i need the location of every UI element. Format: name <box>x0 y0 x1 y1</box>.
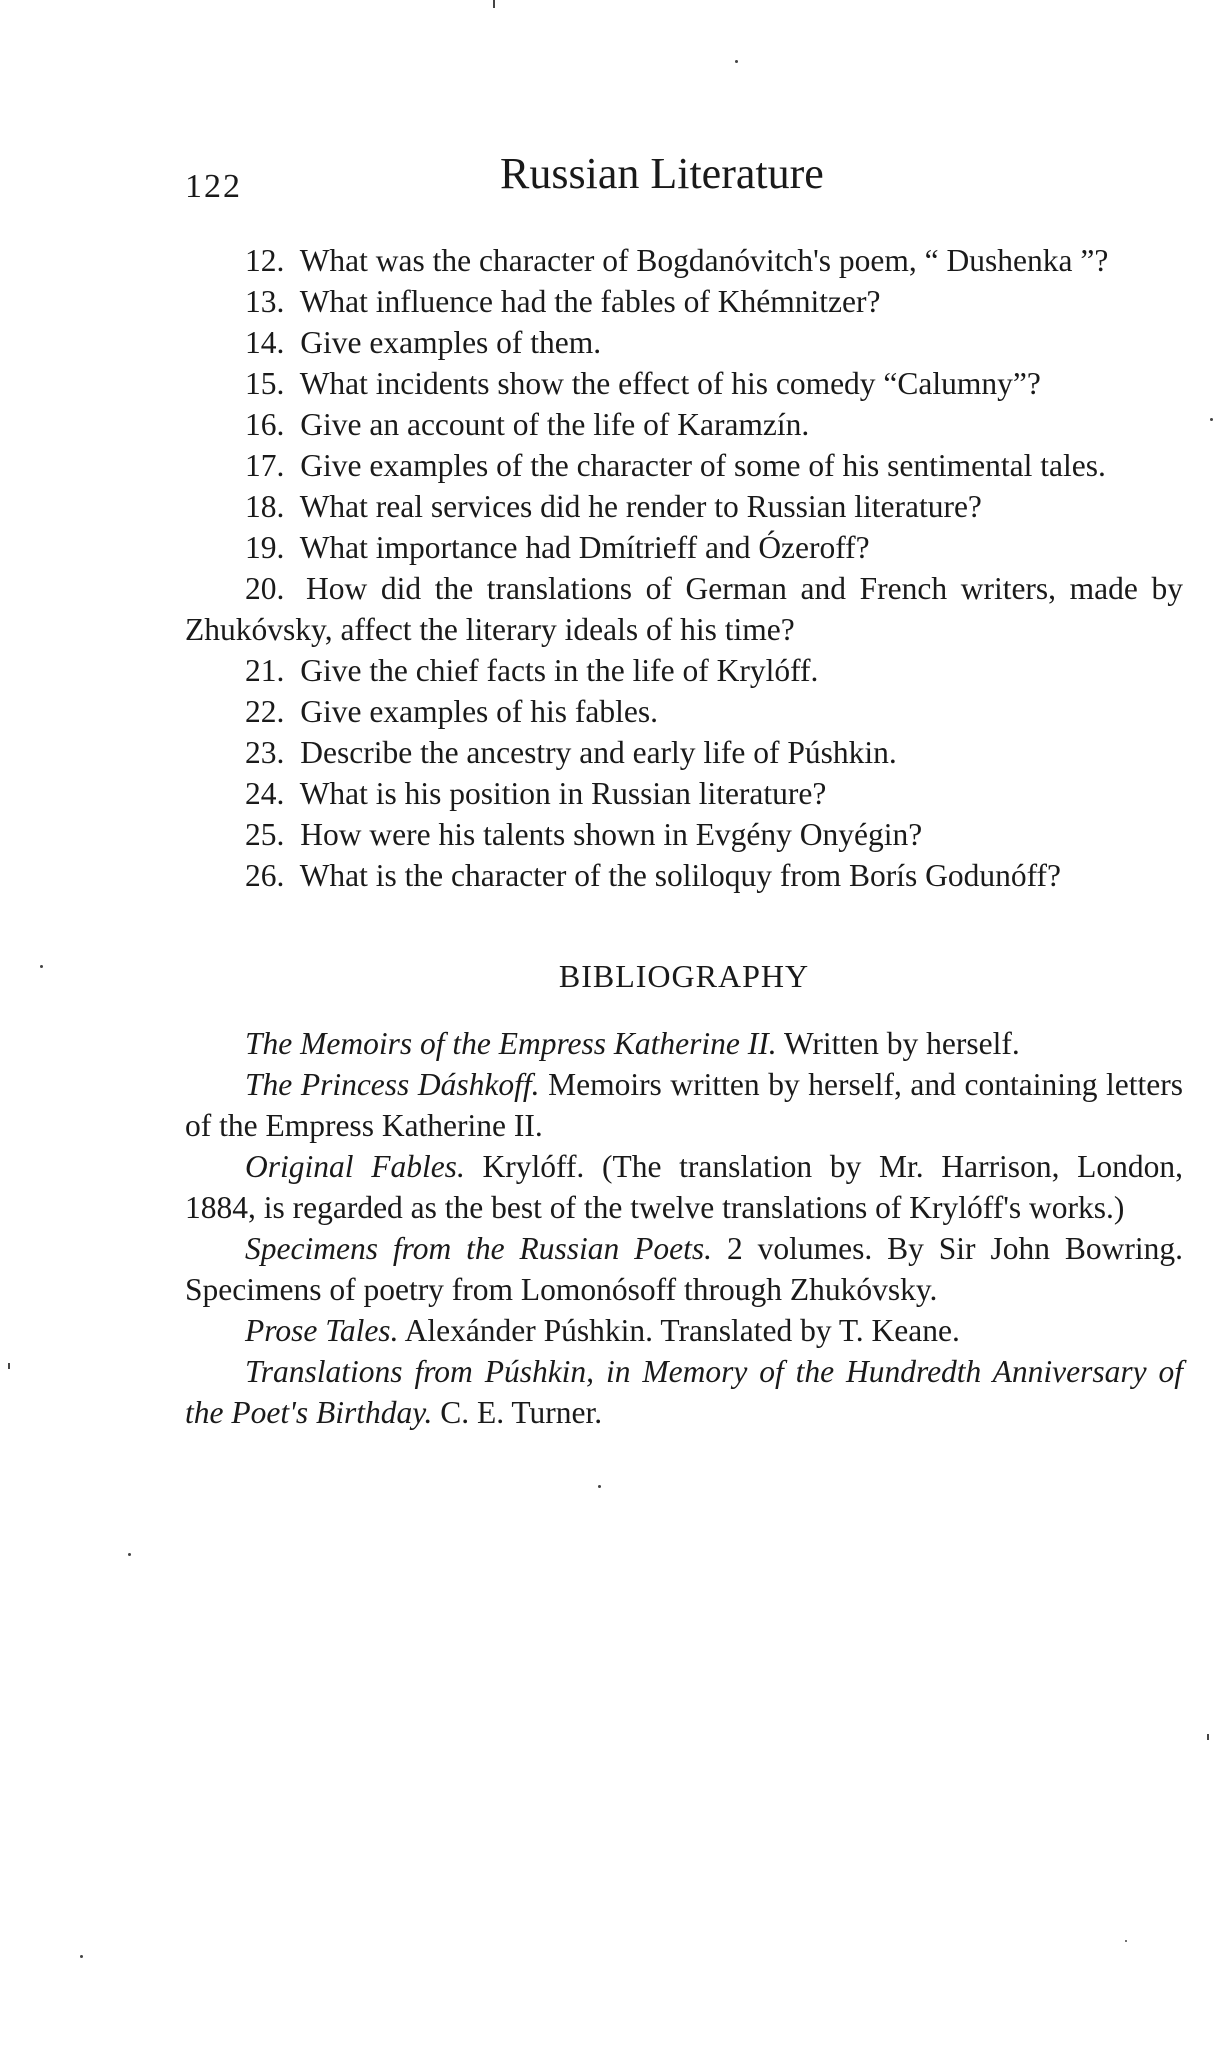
bibliography-title: The Memoirs of the Empress Katherine II. <box>245 1026 777 1061</box>
question-item <box>185 445 1183 486</box>
scan-speck <box>128 1553 131 1556</box>
bibliography-title: The Princess Dáshkoff. <box>245 1067 540 1102</box>
scan-speck <box>80 1955 83 1958</box>
bibliography-entry <box>185 1310 1183 1351</box>
question-text: What was the character of Bogdanóvitch's poem, “ Dushenka ”? <box>299 243 1109 278</box>
bibliography-entry <box>185 1351 1183 1433</box>
scan-speck <box>8 1363 10 1369</box>
question-text: How did the translations of German and French writers, made by Zhukóvsky, affect the literary ideals of his time? <box>185 571 1183 647</box>
question-item <box>185 855 1183 896</box>
question-number: 19. <box>245 530 285 565</box>
question-text: How were his talents shown in Evgény Onyégin? <box>300 817 923 852</box>
question-text: Give an account of the life of Karamzín. <box>300 407 810 442</box>
bibliography-note: Memoirs written by herself, and containing letters of the Empress Katherine II. <box>185 1067 1183 1143</box>
question-number: 25. <box>245 817 285 852</box>
bibliography-note: C. E. Turner. <box>440 1395 603 1430</box>
page-header <box>185 148 1185 218</box>
bibliography-entry <box>185 1023 1183 1064</box>
question-number: 21. <box>245 653 285 688</box>
bibliography-heading: BIBLIOGRAPHY <box>558 958 810 994</box>
question-number: 16. <box>245 407 285 442</box>
bibliography-entry <box>185 1064 1183 1146</box>
question-number: 24. <box>245 776 285 811</box>
question-text: Give examples of them. <box>300 325 602 360</box>
question-item <box>185 691 1183 732</box>
question-text: What is the character of the soliloquy from Borís Godunóff? <box>299 858 1062 893</box>
scan-speck <box>1210 418 1213 421</box>
question-item <box>185 486 1183 527</box>
scan-speck <box>735 60 738 63</box>
question-item <box>185 281 1183 322</box>
bibliography-note: Written by herself. <box>783 1026 1020 1061</box>
question-item <box>185 240 1183 281</box>
question-text: What influence had the fables of Khémnitzer? <box>299 284 881 319</box>
question-item <box>185 773 1183 814</box>
question-number: 12. <box>245 243 285 278</box>
question-item <box>185 568 1183 650</box>
question-number: 13. <box>245 284 285 319</box>
bibliography-title: Translations from Púshkin, in Memory of the Hundredth Anniversary of the Poet's Birthday. <box>185 1354 1183 1430</box>
question-number: 22. <box>245 694 285 729</box>
scan-speck <box>1207 1734 1209 1740</box>
scan-speck <box>40 965 43 968</box>
question-item <box>185 527 1183 568</box>
question-number: 26. <box>245 858 285 893</box>
question-number: 14. <box>245 325 285 360</box>
bibliography-note: Alexánder Púshkin. Translated by T. Keane. <box>404 1313 960 1348</box>
question-item <box>185 404 1183 445</box>
question-item <box>185 363 1183 404</box>
question-item <box>185 732 1183 773</box>
question-text: Describe the ancestry and early life of Púshkin. <box>300 735 897 770</box>
question-number: 23. <box>245 735 285 770</box>
bibliography-note: Krylóff. (The translation by Mr. Harrison, London, 1884, is regarded as the best of the twelve translations of Krylóff's works.) <box>185 1149 1184 1225</box>
question-text: What incidents show the effect of his comedy “Calumny”? <box>299 366 1041 401</box>
question-text: What is his position in Russian literature? <box>299 776 827 811</box>
question-number: 15. <box>245 366 285 401</box>
question-number: 18. <box>245 489 285 524</box>
question-text: Give examples of the character of some of his sentimental tales. <box>300 448 1106 483</box>
question-number: 20. <box>245 571 285 606</box>
question-text: Give the chief facts in the life of Krylóff. <box>300 653 819 688</box>
bibliography-title: Specimens from the Russian Poets. <box>245 1231 713 1266</box>
question-text: What real services did he render to Russian literature? <box>299 489 982 524</box>
bibliography-title: Prose Tales. <box>245 1313 399 1348</box>
bibliography-title: Original Fables. <box>245 1149 465 1184</box>
bibliography-note: 2 volumes. By Sir John Bowring. Specimens of poetry from Lomonósoff through Zhukóvsky. <box>185 1231 1183 1307</box>
body-text <box>185 240 1183 1433</box>
scan-speck <box>493 0 495 8</box>
question-item <box>185 322 1183 363</box>
page-number: 122 <box>185 168 242 205</box>
question-text: What importance had Dmítrieff and Ózeroff? <box>299 530 870 565</box>
question-item <box>185 650 1183 691</box>
bibliography-entry <box>185 1146 1183 1228</box>
scan-speck <box>598 1485 601 1488</box>
running-title: Russian Literature <box>500 149 824 198</box>
bibliography-entry <box>185 1228 1183 1310</box>
question-number: 17. <box>245 448 285 483</box>
scan-speck <box>1125 1940 1127 1942</box>
question-item <box>185 814 1183 855</box>
question-text: Give examples of his fables. <box>300 694 659 729</box>
